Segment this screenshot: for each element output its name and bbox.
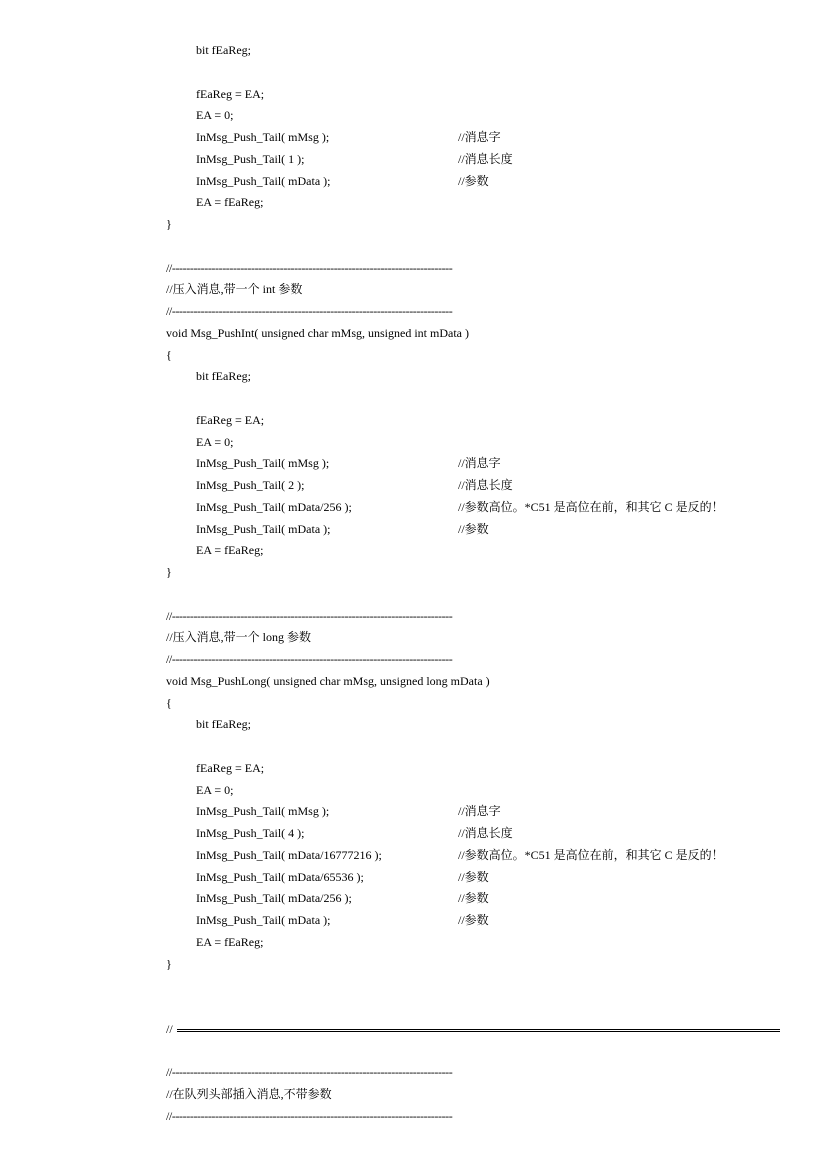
code-line xyxy=(0,105,827,127)
code-line xyxy=(0,149,827,171)
code-line xyxy=(0,410,827,432)
code-text: //压入消息,带一个 int 参数 xyxy=(166,282,303,297)
code-line xyxy=(0,627,827,649)
code-text: fEaReg = EA; xyxy=(196,412,265,427)
code-line xyxy=(0,1084,827,1106)
code-text: InMsg_Push_Tail( mData ); xyxy=(196,173,331,188)
inline-comment: //消息长度 xyxy=(458,826,513,840)
code-text: InMsg_Push_Tail( mData/16777216 ); xyxy=(196,847,382,862)
code-text: EA = 0; xyxy=(196,108,234,123)
code-text: InMsg_Push_Tail( 1 ); xyxy=(196,151,305,166)
inline-comment: //消息长度 xyxy=(458,478,513,492)
inline-comment: //参数 xyxy=(458,173,489,188)
code-text: EA = 0; xyxy=(196,782,234,797)
code-text: fEaReg = EA; xyxy=(196,760,265,775)
inline-comment: //参数 xyxy=(458,869,489,884)
code-line xyxy=(0,910,827,932)
inline-comment: //参数高位。*C51 是高位在前，和其它 C 是反的！ xyxy=(458,847,724,862)
section-separator-double xyxy=(166,1019,780,1041)
code-line xyxy=(0,1106,827,1128)
comment-separator: //------------------------------------------------------------------------------ xyxy=(166,260,453,275)
inline-comment: //参数高位。*C51 是高位在前，和其它 C 是反的！ xyxy=(458,499,724,514)
code-line xyxy=(0,1062,827,1084)
code-text: fEaReg = EA; xyxy=(196,86,265,101)
code-text: InMsg_Push_Tail( mMsg ); xyxy=(196,456,330,471)
code-text: EA = 0; xyxy=(196,434,234,449)
code-line xyxy=(0,497,827,519)
inline-comment: //参数 xyxy=(458,521,489,536)
code-line xyxy=(0,801,827,823)
code-line xyxy=(0,954,827,976)
code-line xyxy=(0,1019,827,1041)
code-line xyxy=(0,453,827,475)
code-text: InMsg_Push_Tail( 4 ); xyxy=(196,826,305,840)
code-line xyxy=(0,258,827,280)
comment-separator: //------------------------------------------------------------------------------ xyxy=(166,304,453,318)
code-line xyxy=(0,1041,827,1063)
code-text: { xyxy=(166,695,172,710)
code-text: } xyxy=(166,956,172,971)
code-line xyxy=(0,606,827,628)
code-text: InMsg_Push_Tail( mData/256 ); xyxy=(196,499,352,514)
code-text: EA = fEaReg; xyxy=(196,543,264,558)
code-text: void Msg_PushInt( unsigned char mMsg, unsigned int mData ) xyxy=(166,325,469,340)
code-line xyxy=(0,192,827,214)
code-line xyxy=(0,519,827,541)
code-line xyxy=(0,366,827,388)
code-line xyxy=(0,432,827,454)
code-line xyxy=(0,997,827,1019)
code-line xyxy=(0,84,827,106)
code-text: } xyxy=(166,217,172,231)
code-line xyxy=(0,171,827,193)
code-line xyxy=(0,823,827,845)
code-line xyxy=(0,888,827,910)
code-line xyxy=(0,584,827,606)
code-text: InMsg_Push_Tail( 2 ); xyxy=(196,478,305,492)
code-line xyxy=(0,758,827,780)
code-line xyxy=(0,345,827,367)
code-text: InMsg_Push_Tail( mData ); xyxy=(196,913,331,927)
code-line xyxy=(0,214,827,236)
code-line xyxy=(0,736,827,758)
code-text: bit fEaReg; xyxy=(196,369,251,384)
inline-comment: //参数 xyxy=(458,913,489,927)
inline-comment: //参数 xyxy=(458,891,489,906)
code-line xyxy=(0,40,827,62)
inline-comment: //消息字 xyxy=(458,130,501,144)
code-text: void Msg_PushLong( unsigned char mMsg, unsigned long mData ) xyxy=(166,673,490,688)
inline-comment: //消息长度 xyxy=(458,151,513,166)
code-line xyxy=(0,932,827,954)
code-text: InMsg_Push_Tail( mData ); xyxy=(196,521,331,536)
code-line xyxy=(0,693,827,715)
separator-comment-marker: // xyxy=(166,1021,173,1036)
code-line xyxy=(0,301,827,323)
inline-comment: //消息字 xyxy=(458,456,501,471)
code-text: //压入消息,带一个 long 参数 xyxy=(166,630,312,645)
code-line xyxy=(0,475,827,497)
code-text: { xyxy=(166,347,172,362)
double-rule xyxy=(177,1029,780,1032)
code-line xyxy=(0,62,827,84)
code-line xyxy=(0,127,827,149)
code-line xyxy=(0,236,827,258)
code-text: EA = fEaReg; xyxy=(196,195,264,210)
comment-separator: //------------------------------------------------------------------------------ xyxy=(166,608,453,623)
code-text: //在队列头部插入消息,不带参数 xyxy=(166,1087,332,1101)
inline-comment: //消息字 xyxy=(458,804,501,819)
code-text: InMsg_Push_Tail( mData/65536 ); xyxy=(196,869,364,884)
code-line xyxy=(0,388,827,410)
code-line xyxy=(0,975,827,997)
code-line xyxy=(0,323,827,345)
code-text: InMsg_Push_Tail( mData/256 ); xyxy=(196,891,352,906)
comment-separator: //------------------------------------------------------------------------------ xyxy=(166,1108,453,1123)
code-text: bit fEaReg; xyxy=(196,717,251,732)
code-line xyxy=(0,714,827,736)
code-line xyxy=(0,867,827,889)
code-line xyxy=(0,279,827,301)
code-text: } xyxy=(166,565,172,579)
code-text: bit fEaReg; xyxy=(196,43,251,57)
code-line xyxy=(0,649,827,671)
code-line xyxy=(0,780,827,802)
comment-separator: //------------------------------------------------------------------------------ xyxy=(166,652,453,666)
code-text: EA = fEaReg; xyxy=(196,934,264,949)
code-line xyxy=(0,540,827,562)
code-listing xyxy=(0,40,827,1128)
code-text: InMsg_Push_Tail( mMsg ); xyxy=(196,804,330,819)
comment-separator: //------------------------------------------------------------------------------ xyxy=(166,1065,453,1080)
code-line xyxy=(0,671,827,693)
code-line xyxy=(0,845,827,867)
code-line xyxy=(0,562,827,584)
code-text: InMsg_Push_Tail( mMsg ); xyxy=(196,130,330,144)
